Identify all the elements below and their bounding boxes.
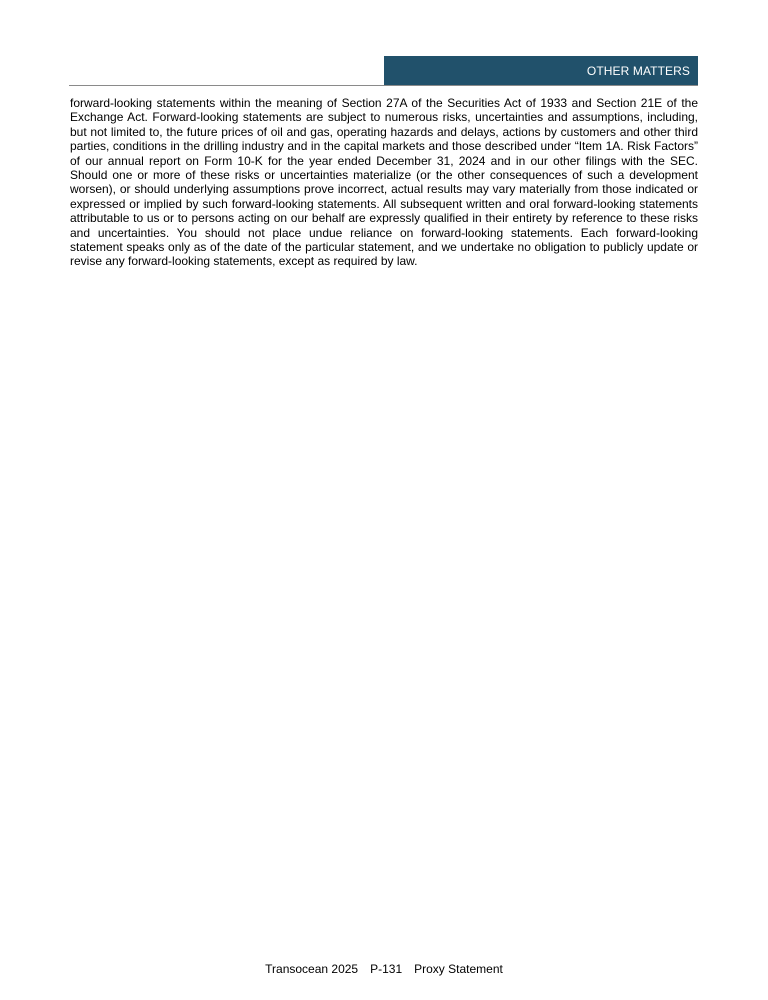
body-paragraph: forward-looking statements within the meaning of Section 27A of the Securities Act of 1933 and Section 21E of the Exchange Act. Forward-looking statements are subject to numerous risks, uncertainties and assumptions, including, but not limited to, the future prices of oil and gas, operating hazards and delays, actions by customers and other third parties, conditions in the drilling industry and in the capital markets and those described under “Item 1A. Risk Factors” of our annual report on Form 10-K for the year ended December 31, 2024 and in our other filings with the SEC. Should one or more of these risks or uncertainties materialize (or the other consequences of such a development worsen), or should underlying assumptions prove incorrect, actual results may vary materially from those indicated or expressed or implied by such forward-looking statements. All subsequent written and oral forward-looking statements attributable to us or to persons acting on our behalf are expressly qualified in their entirety by reference to these risks and uncertainties. You should not place undue reliance on forward-looking statements. Each forward-looking statement speaks only as of the date of the particular statement, and we undertake no obligation to publicly update or revise any forward-looking statements, except as required by law. bbox=[70, 96, 698, 269]
footer-page-number: P-131 bbox=[370, 962, 403, 976]
page-footer bbox=[0, 962, 768, 976]
section-title: OTHER MATTERS bbox=[586, 64, 690, 78]
header-divider bbox=[69, 85, 698, 86]
section-header-tab bbox=[384, 56, 698, 86]
footer-company-year: Transocean 2025 bbox=[265, 962, 359, 976]
footer-document-name: Proxy Statement bbox=[414, 962, 503, 976]
